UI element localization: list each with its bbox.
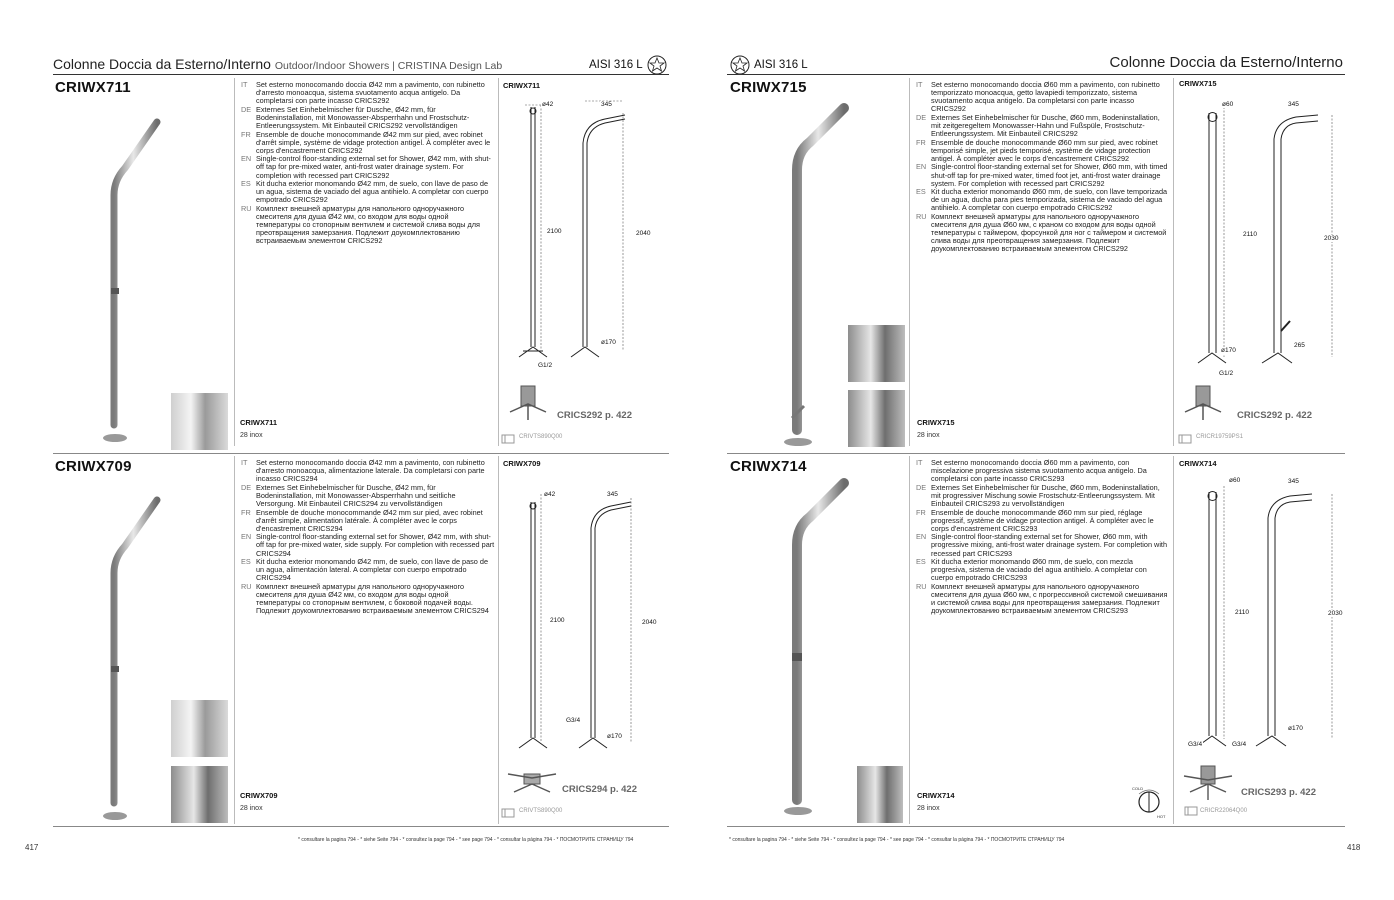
column-divider [234,78,235,446]
desc-row-es: ES Kit ducha exterior monomando Ø42 mm, de suelo, con llave de paso de un agua, sistema de vaciado del agua antihielo. A completar con cuerpo empotrado CRICS292 [241,179,489,205]
product-finish: 28 inox [240,432,263,439]
column-divider [234,456,235,824]
drawing-label: CRIWX709 [503,459,541,468]
dim-base: ø170 [607,733,622,740]
dim-height-1: 2110 [1235,609,1249,616]
tap-detail-photo [848,325,905,382]
desc-row-de: DE Externes Set Einhebelmischer für Dusche, Ø60 mm, Bodeninstallation, mit zeitgeregeltem Monowasser-Hahn und Fußspüle, Frostschutz-Entleerungssystem. Mit Einbauteil CRICS292 [916,112,1160,139]
product-code: CRIWX711 [55,79,131,96]
desc-row-it: IT Set esterno monocomando doccia Ø42 mm a pavimento, con rubinetto d'arresto monoacqua, sistema svuotamento acqua antigelo. Da completarsi con parte incasso CRICS292 [241,80,485,106]
desc-row-fr: FR Ensemble de douche monocommande Ø42 mm sur pied, avec robinet d'arrêt simple, alimentation latérale. À compléter avec le corps d'encastrement CRICS294 [241,507,483,533]
dim-connection: G1/2 [538,362,553,369]
dim-foot-jet: 265 [1294,342,1305,349]
dim-diameter: ø42 [544,491,556,498]
product-description [916,81,1171,254]
desc-row-en: EN Single-control floor-standing external set for Shower, Ø42 mm, with shut-off tap for pre-mixed water, side supply. For completion with recessed part CRICS294 [241,532,495,558]
desc-row-it: IT Set esterno monocomando doccia Ø60 mm a pavimento, con rubinetto temporizzato monoacqua, getto lavapiedi temporizzato, sistema svuotamento acqua antigelo. Da completarsi con parte incasso CRICS292 [916,80,1160,114]
mixer-detail-photo [171,700,228,757]
column-divider [498,78,499,446]
dim-width: 345 [1288,478,1299,485]
recessed-part-icon [1180,762,1236,802]
desc-row-fr: FR Ensemble de douche monocommande Ø60 mm sur pied, réglage progressif, système de vidage protection antigel. À compléter avec le corps d'encastrement CRICS293 [916,507,1154,533]
dim-width: 345 [601,101,612,108]
dim-connection: G3/4 [566,717,581,724]
desc-row-en: EN Single-control floor-standing external set for Shower, Ø42 mm, with shut-off tap for pre-mixed water, anti-frost water drainage system. For completion with recessed part CRICS292 [241,154,491,180]
dial-cold-label: COLD [1132,786,1144,791]
page-title: Colonne Doccia da Esterno/Interno Outdoor/Indoor Showers | CRISTINA Design Lab [53,56,503,72]
product-finish: 28 inox [240,805,263,812]
page-number: 418 [1347,843,1361,852]
desc-row-es: ES Kit ducha exterior monomando Ø42 mm, de suelo, con llave de paso de un agua, alimentación lateral. A completar con cuerpo empotrado CRICS294 [241,557,489,583]
dial-hot-label: HOT [1157,814,1166,819]
column-divider [498,456,499,824]
desc-row-en: EN Single-control floor-standing external set for Shower, Ø60 mm, with progressive mixing, anti-frost water drainage system. For completion with recessed part CRICS293 [916,532,1168,558]
recessed-part-code: CRICR22064Q00 [1200,808,1248,814]
desc-row-ru: RU Комплект внешней арматуры для напольного одноручажного смесителя для душа Ø60 мм, с прогрессивной системой смешивания и системой слива воды для преотвращения замерзания. Подлежит доукомплектованию встраиваемым элементом CRICS293 [916,581,1168,616]
recessed-part-link[interactable]: CRICS294 p. 422 [562,784,637,795]
product-description [241,81,495,246]
product-code: CRIWX715 [730,79,807,96]
footer-rule [53,826,669,827]
drawing-label: CRIWX711 [503,81,541,90]
product-finish: 28 inox [917,805,940,812]
dim-height-2: 2040 [636,230,651,237]
section-rule [727,453,1345,454]
aisi-badge [730,55,808,75]
page-subtitle: Outdoor/Indoor Showers | CRISTINA Design Lab [274,60,503,72]
dim-diameter: ø60 [1222,101,1234,108]
desc-row-es: ES Kit ducha exterior monomando Ø60 mm, de suelo, con llave temporizada de un agua, ducha para pies temporizada, sistema de vaciado del agua antihielo. A completar con cuerpo empotrado CRICS292 [916,187,1168,213]
valve-icon [499,432,517,446]
product-code-small: CRIWX711 [240,418,278,427]
header-rule [727,74,1345,75]
desc-row-ru: RU Комплект внешней арматуры для напольного одноручажного смесителя для душа Ø42 мм, со входом для воды одной температуры со стопорным вентилем и системой слива воды для преотвращения замерзания. Подлежит доукомплектованию встраиваемым элементом CRICS292 [241,203,480,246]
dim-diameter: ø42 [542,101,554,108]
aisi-label: AISI 316 L [589,59,643,71]
desc-row-de: DE Externes Set Einhebelmischer für Dusche, Ø42 mm, für Bodeninstallation, mit Monowasser-Absperrhahn und Frostschutz-Entleerungssystem. Mit Einbauteil CRICS292 vervollständigen [241,104,470,130]
side-supply-photo [171,766,228,823]
recessed-part-link[interactable]: CRICS293 p. 422 [1241,787,1316,798]
dim-width: 345 [607,491,618,498]
valve-icon [1182,804,1200,818]
dim-height-2: 2040 [642,619,657,626]
dim-connection: G3/4 [1188,741,1203,748]
footnote: * consultare la pagina 794 - * siehe Seite 794 - * consultez la page 794 - * see page 794 - * consultar la página 794 - * ПОСМОТРИТЕ СТРАНИЦУ 794 [298,837,634,843]
product-description [916,459,1171,616]
desc-row-es: ES Kit ducha exterior monomando Ø60 mm, de suelo, con mezcla progresiva, sistema de vaciado del agua antihielo. A completar con cuerpo empotrado CRICS293 [916,557,1147,583]
desc-row-en: EN Single-control floor-standing external set for Shower, Ø60 mm, with timed shut-off tap for pre-mixed water, timed foot jet, anti-frost water drainage system. For completion with recessed part CRICS292 [916,162,1168,188]
product-code: CRIWX714 [730,458,807,475]
column-divider [909,456,910,824]
drawing-label: CRIWX714 [1179,459,1217,468]
header-rule [53,74,669,75]
column-divider [1173,78,1174,446]
recessed-part-code: CRIVTS890Q00 [519,434,563,440]
drawing-label: CRIWX715 [1179,79,1217,88]
product-code-small: CRIWX709 [240,791,278,800]
recessed-part-icon [504,764,560,800]
desc-row-fr: FR Ensemble de douche monocommande Ø60 mm sur pied, avec robinet temporisé simple, jet pieds temporisé, système de vidage protection antigel. À compléter avec le corps d'encastrement CRICS292 [916,137,1158,163]
desc-row-it: IT Set esterno monocomando doccia Ø42 mm a pavimento, con rubinetto d'arresto monoacqua, alimentazione laterale. Da completarsi con parte incasso CRICS294 [241,458,485,484]
dim-height-2: 2030 [1324,235,1339,242]
footer-rule [727,826,1345,827]
dim-connection: G1/2 [1219,370,1234,377]
aisi-label: AISI 316 L [754,59,808,71]
desc-row-ru: RU Комплект внешней арматуры для напольного одноручажного смесителя для душа Ø42 мм, со входом для воды одной температуры со стопорным вентилем, с боковой подачей воды. Подлежит доукомплектованию встраиваемым элементом CRICS294 [241,581,489,616]
dim-height-1: 2100 [550,617,565,624]
page-number: 417 [25,843,39,852]
aisi-badge [589,55,667,75]
column-divider [909,78,910,446]
recessed-part-code: CRIVTS890Q00 [519,808,563,814]
product-code-small: CRIWX714 [917,791,955,800]
product-description [241,459,495,616]
recessed-part-icon [1179,382,1229,422]
recessed-part-icon [504,382,554,422]
dim-width: 345 [1288,101,1299,108]
steel-star-icon [730,55,750,75]
right-page [697,0,1394,900]
dim-base: ø170 [1221,347,1236,354]
section-rule [53,453,669,454]
technical-drawing [505,95,665,380]
desc-row-de: DE Externes Set Einhebelmischer für Dusche, Ø42 mm, für Bodeninstallation, mit Monowasser-Absperrhahn und seitliche Versorgung. Mit Einbauteil CRICS294 zu vervollständigen [241,482,456,508]
dim-height-1: 2100 [547,228,562,235]
shower-column-photo [772,475,862,825]
mixer-detail-photo [171,393,228,450]
recessed-part-link[interactable]: CRICS292 p. 422 [1237,410,1312,421]
dim-height-1: 2110 [1243,231,1257,238]
shower-column-photo [95,100,175,450]
recessed-part-code: CRICR19759PS1 [1196,434,1244,440]
product-code-small: CRIWX715 [917,418,955,427]
desc-row-ru: RU Комплект внешней арматуры для напольного одноручажного смесителя для душа Ø60 мм, с краном со входом для воды одной температуры с таймером, форсункой для ног с таймером и системой слива воды для преотвращения замерзания. Подлежит доукомплектованию встраиваемым элементом CRICS292 [916,212,1167,254]
product-code: CRIWX709 [55,458,132,475]
product-finish: 28 inox [917,432,940,439]
desc-row-fr: FR Ensemble de douche monocommande Ø42 mm sur pied, avec robinet d'arrêt simple, système de vidage protection antigel. À compléter avec le corps d'encastrement CRICS292 [241,129,491,155]
recessed-part-link[interactable]: CRICS292 p. 422 [557,410,632,421]
foot-jet-photo [848,390,905,447]
valve-icon [499,806,517,820]
dim-height-2: 2030 [1328,610,1343,617]
dim-diameter: ø60 [1229,477,1241,484]
shower-column-photo [95,478,175,828]
desc-row-it: IT Set esterno monocomando doccia Ø60 mm a pavimento, con miscelazione progressiva sistema svuotamento acqua antigelo. Da completarsi con parte incasso CRICS293 [916,458,1147,484]
column-divider [1173,456,1174,824]
mixer-detail-photo [857,766,903,823]
valve-icon [1176,432,1194,446]
dim-connection-2: G3/4 [1232,741,1247,748]
page-title: Colonne Doccia da Esterno/Interno [1109,54,1343,71]
desc-row-de: DE Externes Set Einhebelmischer für Dusche, Ø60 mm, Bodeninstallation, mit progressiver Mischung sowie Frostschutz-Entleerungssystem. Mit Einbauteil CRICS293 zu vervollständigen [916,482,1160,508]
dim-base: ø170 [1288,725,1303,732]
steel-star-icon [647,55,667,75]
dim-base: ø170 [601,339,616,346]
footnote: * consultare la pagina 794 - * siehe Seite 794 - * consultez la page 794 - * see page 794 - * consultar la página 794 - * ПОСМОТРИТЕ СТРАНИЦУ 794 [729,837,1065,843]
